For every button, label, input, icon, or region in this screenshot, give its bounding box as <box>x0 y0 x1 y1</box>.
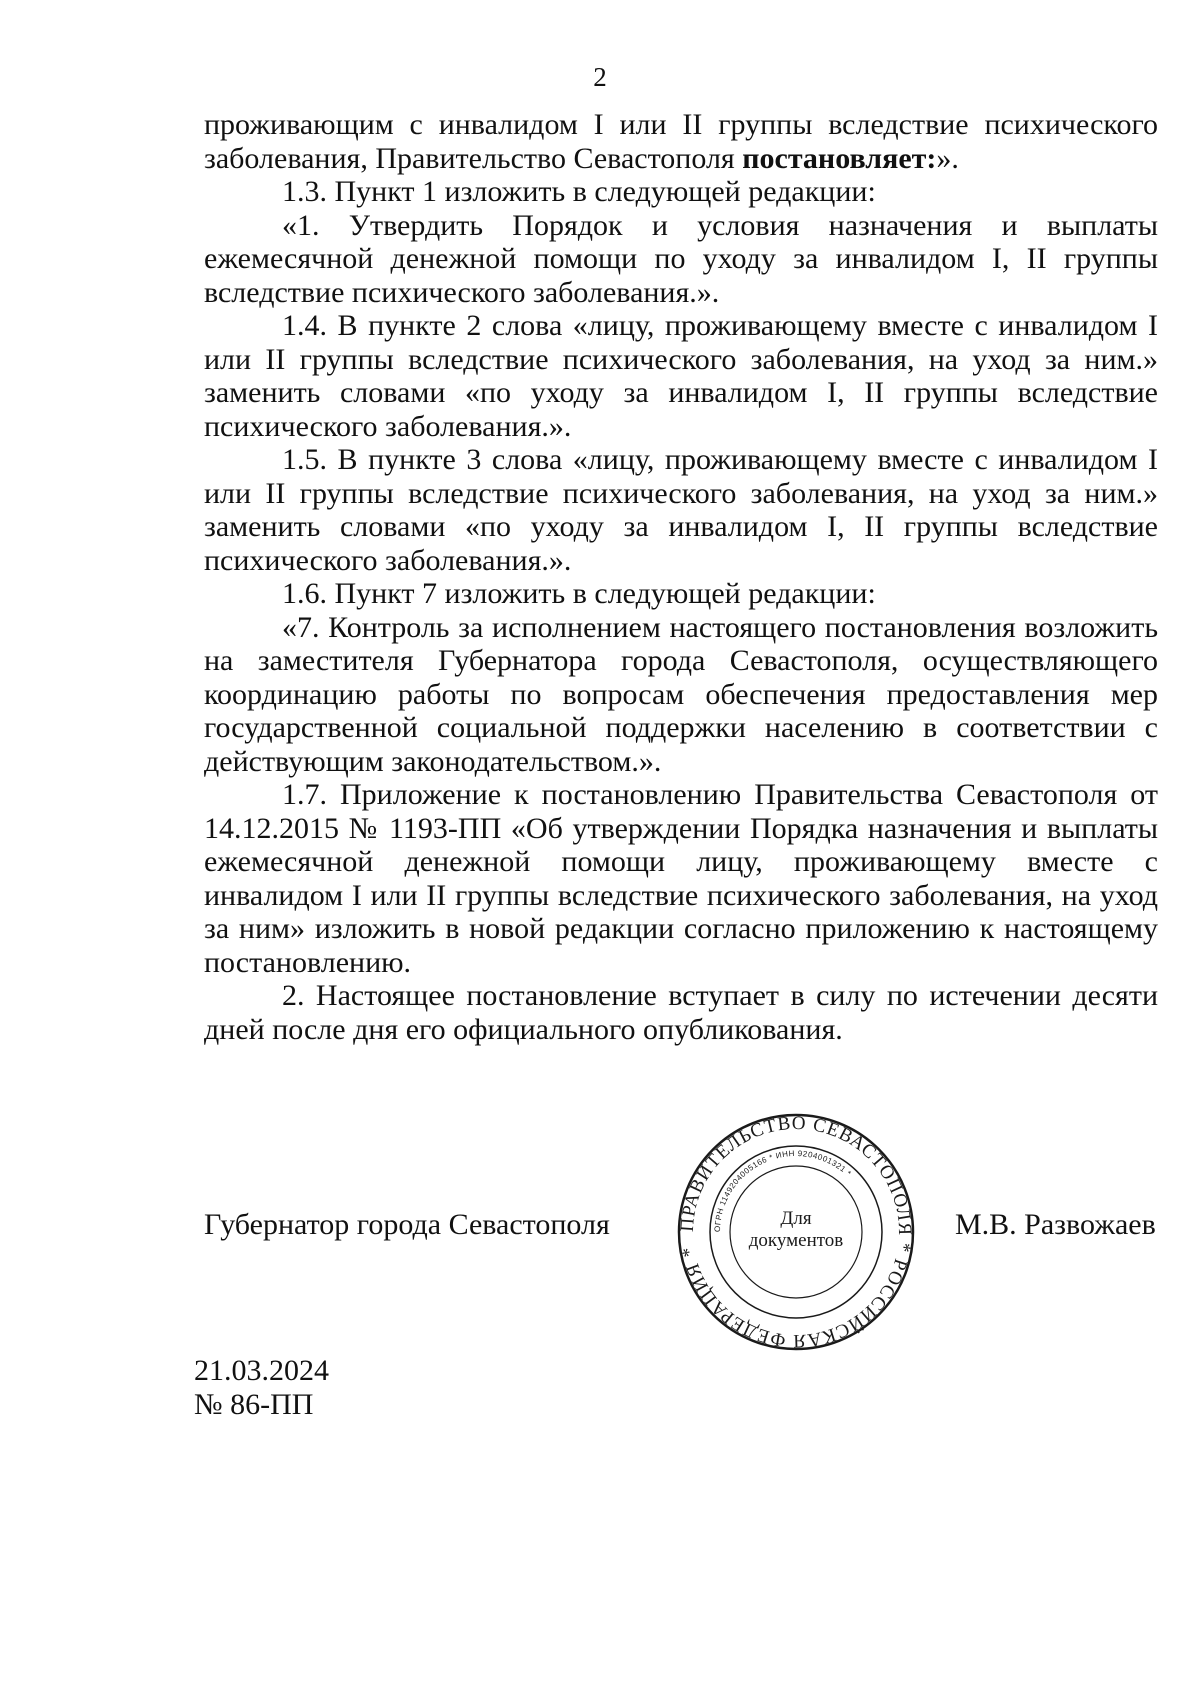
document-date-number <box>194 1354 329 1422</box>
page-number: 2 <box>593 62 607 92</box>
paragraph <box>204 175 1158 209</box>
seal-outer-text: ПРАВИТЕЛЬСТВО СЕВАСТОПОЛЯ * РОССИЙСКАЯ ФЕДЕРАЦИЯ * <box>676 1112 916 1352</box>
paragraph-text: 1.3. Пункт 1 изложить в следующей редакции: <box>282 175 876 208</box>
official-seal <box>676 1112 916 1352</box>
paragraph <box>204 778 1158 979</box>
seal-inner-text: ОГРН 1149204005166 * ИНН 9204001321 * <box>712 1148 853 1233</box>
paragraph <box>204 209 1158 310</box>
paragraph-text: проживающим с инвалидом I или II группы вследствие психического заболевания, Правительство Севастополя <box>204 108 1158 175</box>
paragraph-text: «7. Контроль за исполнением настоящего постановления возложить на заместителя Губернатора города Севастополя, осуществляющего координацию работы по вопросам обеспечения предоставления мер государственной социальной поддержки населению в соответствии с действующим законодательством.». <box>204 610 1158 778</box>
seal-center-line2: документов <box>748 1230 844 1251</box>
paragraph-text: 1.7. Приложение к постановлению Правительства Севастополя от 14.12.2015 № 1193-ПП «Об утверждении Порядка назначения и выплаты ежемесячной денежной помощи лицу, проживающему вместе с инвалидом I или II группы вследствие психического заболевания, на уход за ним» изложить в новой редакции согласно приложению к настоящему постановлению. <box>204 778 1158 979</box>
paragraph <box>204 443 1158 577</box>
paragraph <box>204 309 1158 443</box>
paragraph <box>204 108 1158 175</box>
paragraph <box>204 979 1158 1046</box>
document-number: № 86-ПП <box>194 1388 314 1421</box>
paragraph-text: 1.6. Пункт 7 изложить в следующей редакции: <box>282 577 876 610</box>
paragraph-text: 2. Настоящее постановление вступает в силу по истечении десяти дней после дня его официального опубликования. <box>204 979 1158 1046</box>
signatory-name: М.В. Развожаев <box>955 1208 1156 1241</box>
paragraph-text: ». <box>936 141 959 175</box>
seal-center-line1: Для <box>780 1208 812 1229</box>
bold-text: постановляет: <box>742 141 937 175</box>
paragraph-text: «1. Утвердить Порядок и условия назначения и выплаты ежемесячной денежной помощи по уходу за инвалидом I, II группы вследствие психического заболевания.». <box>204 208 1158 309</box>
document-body <box>204 108 1158 1046</box>
document-date: 21.03.2024 <box>194 1354 329 1387</box>
paragraph-text: 1.5. В пункте 3 слова «лицу, проживающему вместе с инвалидом I или II группы вследствие психического заболевания, на уход за ним.» заменить словами «по уходу за инвалидом I, II группы вследствие психического заболевания.». <box>204 443 1158 577</box>
paragraph-text: 1.4. В пункте 2 слова «лицу, проживающему вместе с инвалидом I или II группы вследствие психического заболевания, на уход за ним.» заменить словами «по уходу за инвалидом I, II группы вследствие психического заболевания.». <box>204 309 1158 443</box>
signatory-position: Губернатор города Севастополя <box>204 1208 610 1241</box>
paragraph <box>204 611 1158 779</box>
paragraph <box>204 577 1158 611</box>
